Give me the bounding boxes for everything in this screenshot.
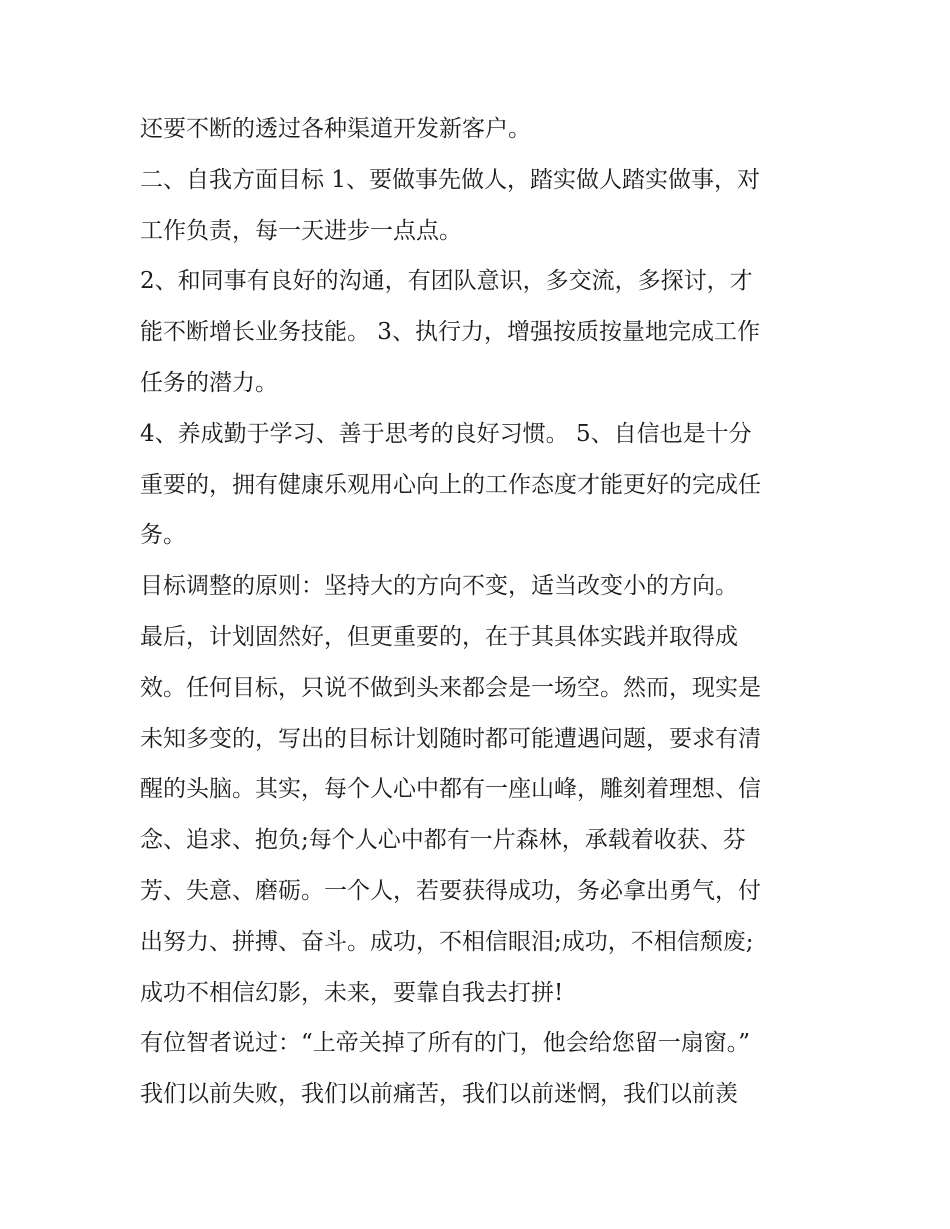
text-line: 二、自我方面目标 1、要做事先做人，踏实做人踏实做事，对 — [140, 166, 760, 193]
text-line: 有位智者说过：“上帝关掉了所有的门，他会给您留一扇窗。” — [140, 1030, 751, 1057]
document-body — [140, 104, 820, 1120]
text-line: 效。任何目标，只说不做到头来都会是一场空。然而，现实是 — [140, 674, 761, 701]
text-line: 还要不断的透过各种渠道开发新客户。 — [140, 116, 531, 142]
text-line: 念、追求、抱负;每个人心中都有一片森林，承载着收获、芬 — [140, 827, 746, 854]
text-line: 未知多变的，写出的目标计划随时都可能遭遇问题，要求有清 — [140, 725, 761, 752]
text-line: 任务的潜力。 — [140, 369, 278, 396]
text-line: 最后，计划固然好，但更重要的，在于其具体实践并取得成 — [140, 623, 738, 650]
text-line: 重要的，拥有健康乐观用心向上的工作态度才能更好的完成任 — [140, 471, 761, 498]
text-line: 2、和同事有良好的沟通，有团队意识，多交流，多探讨，才 — [140, 268, 753, 295]
text-line: 工作负责，每一天进步一点点。 — [140, 217, 462, 244]
text-line: 芳、失意、磨砺。一个人，若要获得成功，务必拿出勇气，付 — [140, 877, 761, 904]
text-line: 能不断增长业务技能。 3、执行力，增强按质按量地完成工作 — [140, 319, 760, 346]
text-line: 成功不相信幻影，未来，要靠自我去打拼! — [140, 979, 564, 1006]
text-line: 目标调整的原则：坚持大的方向不变，适当改变小的方向。 — [140, 573, 738, 600]
text-line: 4、养成勤于学习、善于思考的良好习惯。 5、自信也是十分 — [140, 420, 752, 447]
text-line: 务。 — [140, 522, 186, 549]
text-line: 醒的头脑。其实，每个人心中都有一座山峰，雕刻着理想、信 — [140, 776, 761, 803]
text-line: 我们以前失败，我们以前痛苦，我们以前迷惘，我们以前羡 — [140, 1081, 738, 1108]
text-line: 出努力、拼搏、奋斗。成功，不相信眼泪;成功，不相信颓废; — [140, 928, 754, 955]
